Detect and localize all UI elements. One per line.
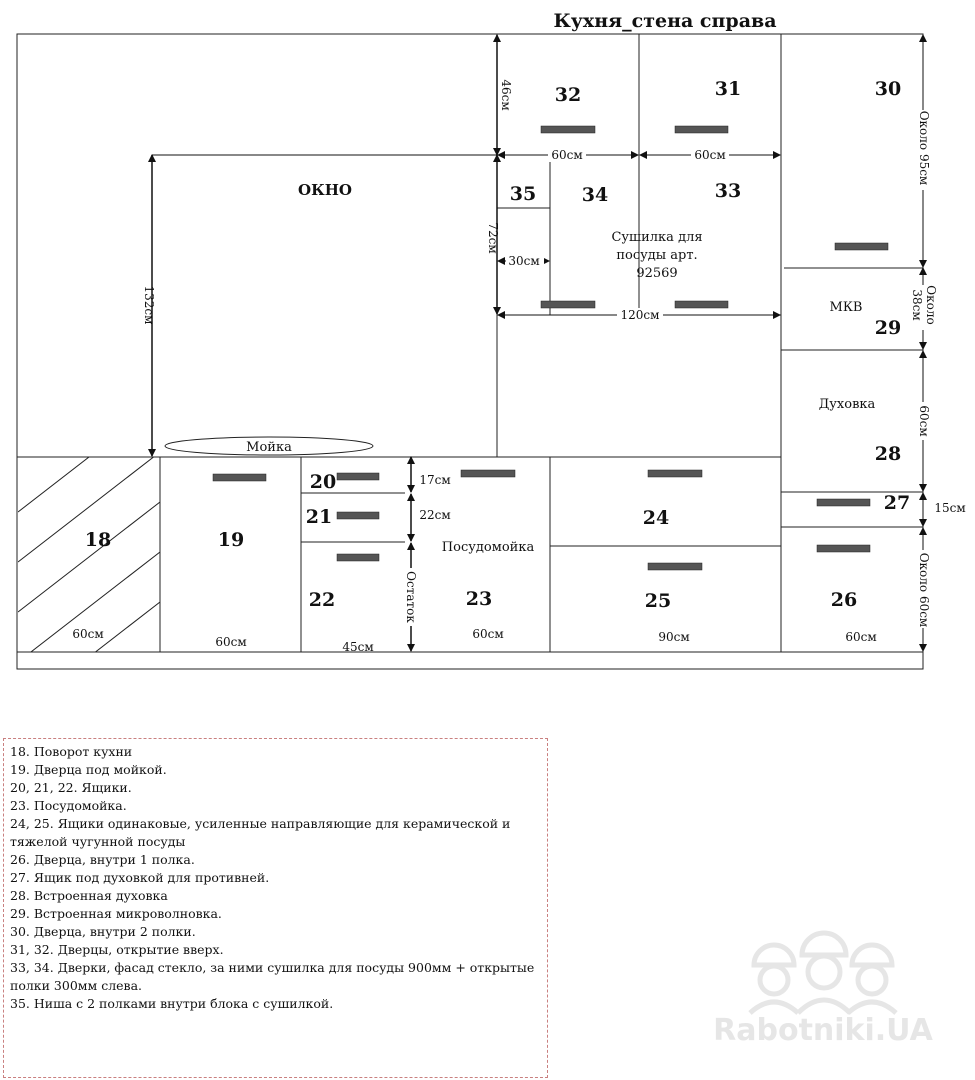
oven-label: Духовка: [818, 397, 876, 412]
cabinet-23-number: 23: [465, 588, 493, 610]
width-18: 60см: [72, 627, 104, 641]
handle-30: [835, 243, 888, 250]
handle-25: [648, 563, 702, 570]
dim-72: 72см: [486, 222, 500, 254]
dim-remainder: Остаток: [404, 571, 418, 623]
legend-item: 33, 34. Дверки, фасад стекло, за ними сушилка для посуды 900мм + открытые полки 300мм слева.: [10, 960, 535, 993]
legend-item: 24, 25. Ящики одинаковые, усиленные направляющие для керамической и тяжелой чугунной посуды: [10, 816, 511, 849]
handle-24: [648, 470, 702, 477]
legend-item: 28. Встроенная духовка: [10, 888, 168, 903]
width-19: 60см: [215, 635, 247, 649]
watermark: [692, 925, 954, 1055]
dim-15: 15см: [934, 501, 966, 515]
cabinet-21-number: 21: [305, 506, 333, 528]
area-labels: [298, 181, 876, 555]
dimension-lines: [152, 35, 923, 651]
legend-item: 29. Встроенная микроволновка.: [10, 906, 222, 921]
dishwasher-label: Посудомойка: [441, 540, 535, 555]
width-26: 60см: [845, 630, 877, 644]
width-23: 60см: [472, 627, 504, 641]
width-20-22: 45см: [342, 640, 374, 654]
cabinet-26-number: 26: [830, 589, 858, 611]
handle-34: [541, 301, 595, 308]
dim-120: 120см: [620, 308, 660, 322]
cabinet-34-number: 34: [581, 184, 609, 206]
dim-95: Около 95см: [917, 110, 931, 186]
legend-item: 35. Ниша с 2 полками внутри блока с сушилкой.: [10, 996, 334, 1011]
dryer-label-line-3: 92569: [636, 266, 678, 281]
handle-26: [817, 545, 870, 552]
microwave-label: МКВ: [829, 300, 863, 315]
cabinet-18-number: 18: [84, 529, 112, 551]
handle-33: [675, 301, 728, 308]
cabinet-24-number: 24: [642, 507, 670, 529]
legend-item: 20, 21, 22. Ящики.: [10, 780, 132, 795]
cabinet-35-number: 35: [509, 183, 537, 205]
dim-60-31: 60см: [694, 148, 726, 162]
base-cabinets: [17, 457, 781, 652]
plinth: [17, 652, 923, 669]
corner-hatch-18: [18, 402, 160, 730]
wall-outline: [17, 34, 923, 652]
cabinet-29-number: 29: [874, 317, 902, 339]
handle-20: [337, 473, 379, 480]
legend-item: 31, 32. Дверцы, открытие вверх.: [10, 942, 224, 957]
cabinet-28-number: 28: [874, 443, 902, 465]
dim-22: 22см: [419, 508, 451, 522]
legend-box: [3, 738, 548, 1078]
cabinet-30-number: 30: [874, 78, 902, 100]
dim-60-32: 60см: [551, 148, 583, 162]
watermark-text: Rabotniki.UA: [713, 1013, 933, 1048]
cabinet-19-number: 19: [217, 529, 245, 551]
cabinet-33-number: 33: [714, 180, 742, 202]
legend-item: 26. Дверца, внутри 1 полка.: [10, 852, 195, 867]
walls: [17, 34, 923, 669]
cabinet-31-number: 31: [714, 78, 742, 100]
workers-logo-icon: [692, 925, 954, 1015]
handle-22: [337, 554, 379, 561]
dim-38-line-2: 38см: [910, 289, 924, 321]
dryer-label-line-1: Сушилка для: [611, 230, 703, 245]
cabinet-32-number: 32: [554, 84, 582, 106]
dim-30: 30см: [508, 254, 540, 268]
cabinet-20-number: 20: [309, 471, 337, 493]
dim-38-line-1: Около: [924, 285, 938, 325]
cabinet-25-number: 25: [644, 590, 672, 612]
dim-60-28: 60см: [917, 405, 931, 437]
window-label: ОКНО: [298, 181, 352, 199]
sink-label: Мойка: [246, 440, 292, 455]
legend-item: 19. Дверца под мойкой.: [10, 762, 167, 777]
dim-132: 132см: [142, 285, 156, 325]
dim-60-26: Около 60см: [917, 552, 931, 628]
legend-item: 27. Ящик под духовкой для противней.: [10, 870, 270, 885]
legend-item: 30. Дверца, внутри 2 полки.: [10, 924, 196, 939]
dim-46: 46см: [499, 79, 513, 111]
dryer-label-line-2: посуды арт.: [616, 248, 698, 263]
handle-31: [675, 126, 728, 133]
dimension-labels: [72, 79, 965, 654]
diagram-title: Кухня_стена справа: [553, 10, 777, 32]
handle-21: [337, 512, 379, 519]
cabinet-22-number: 22: [308, 589, 336, 611]
width-24-25: 90см: [658, 630, 690, 644]
legend-item: 18. Поворот кухни: [10, 744, 133, 759]
dim-17: 17см: [419, 473, 451, 487]
handle-19: [213, 474, 266, 481]
handle-32: [541, 126, 595, 133]
handle-23: [461, 470, 515, 477]
cabinet-27-number: 27: [883, 492, 911, 514]
legend-item: 23. Посудомойка.: [10, 798, 127, 813]
handle-27: [817, 499, 870, 506]
